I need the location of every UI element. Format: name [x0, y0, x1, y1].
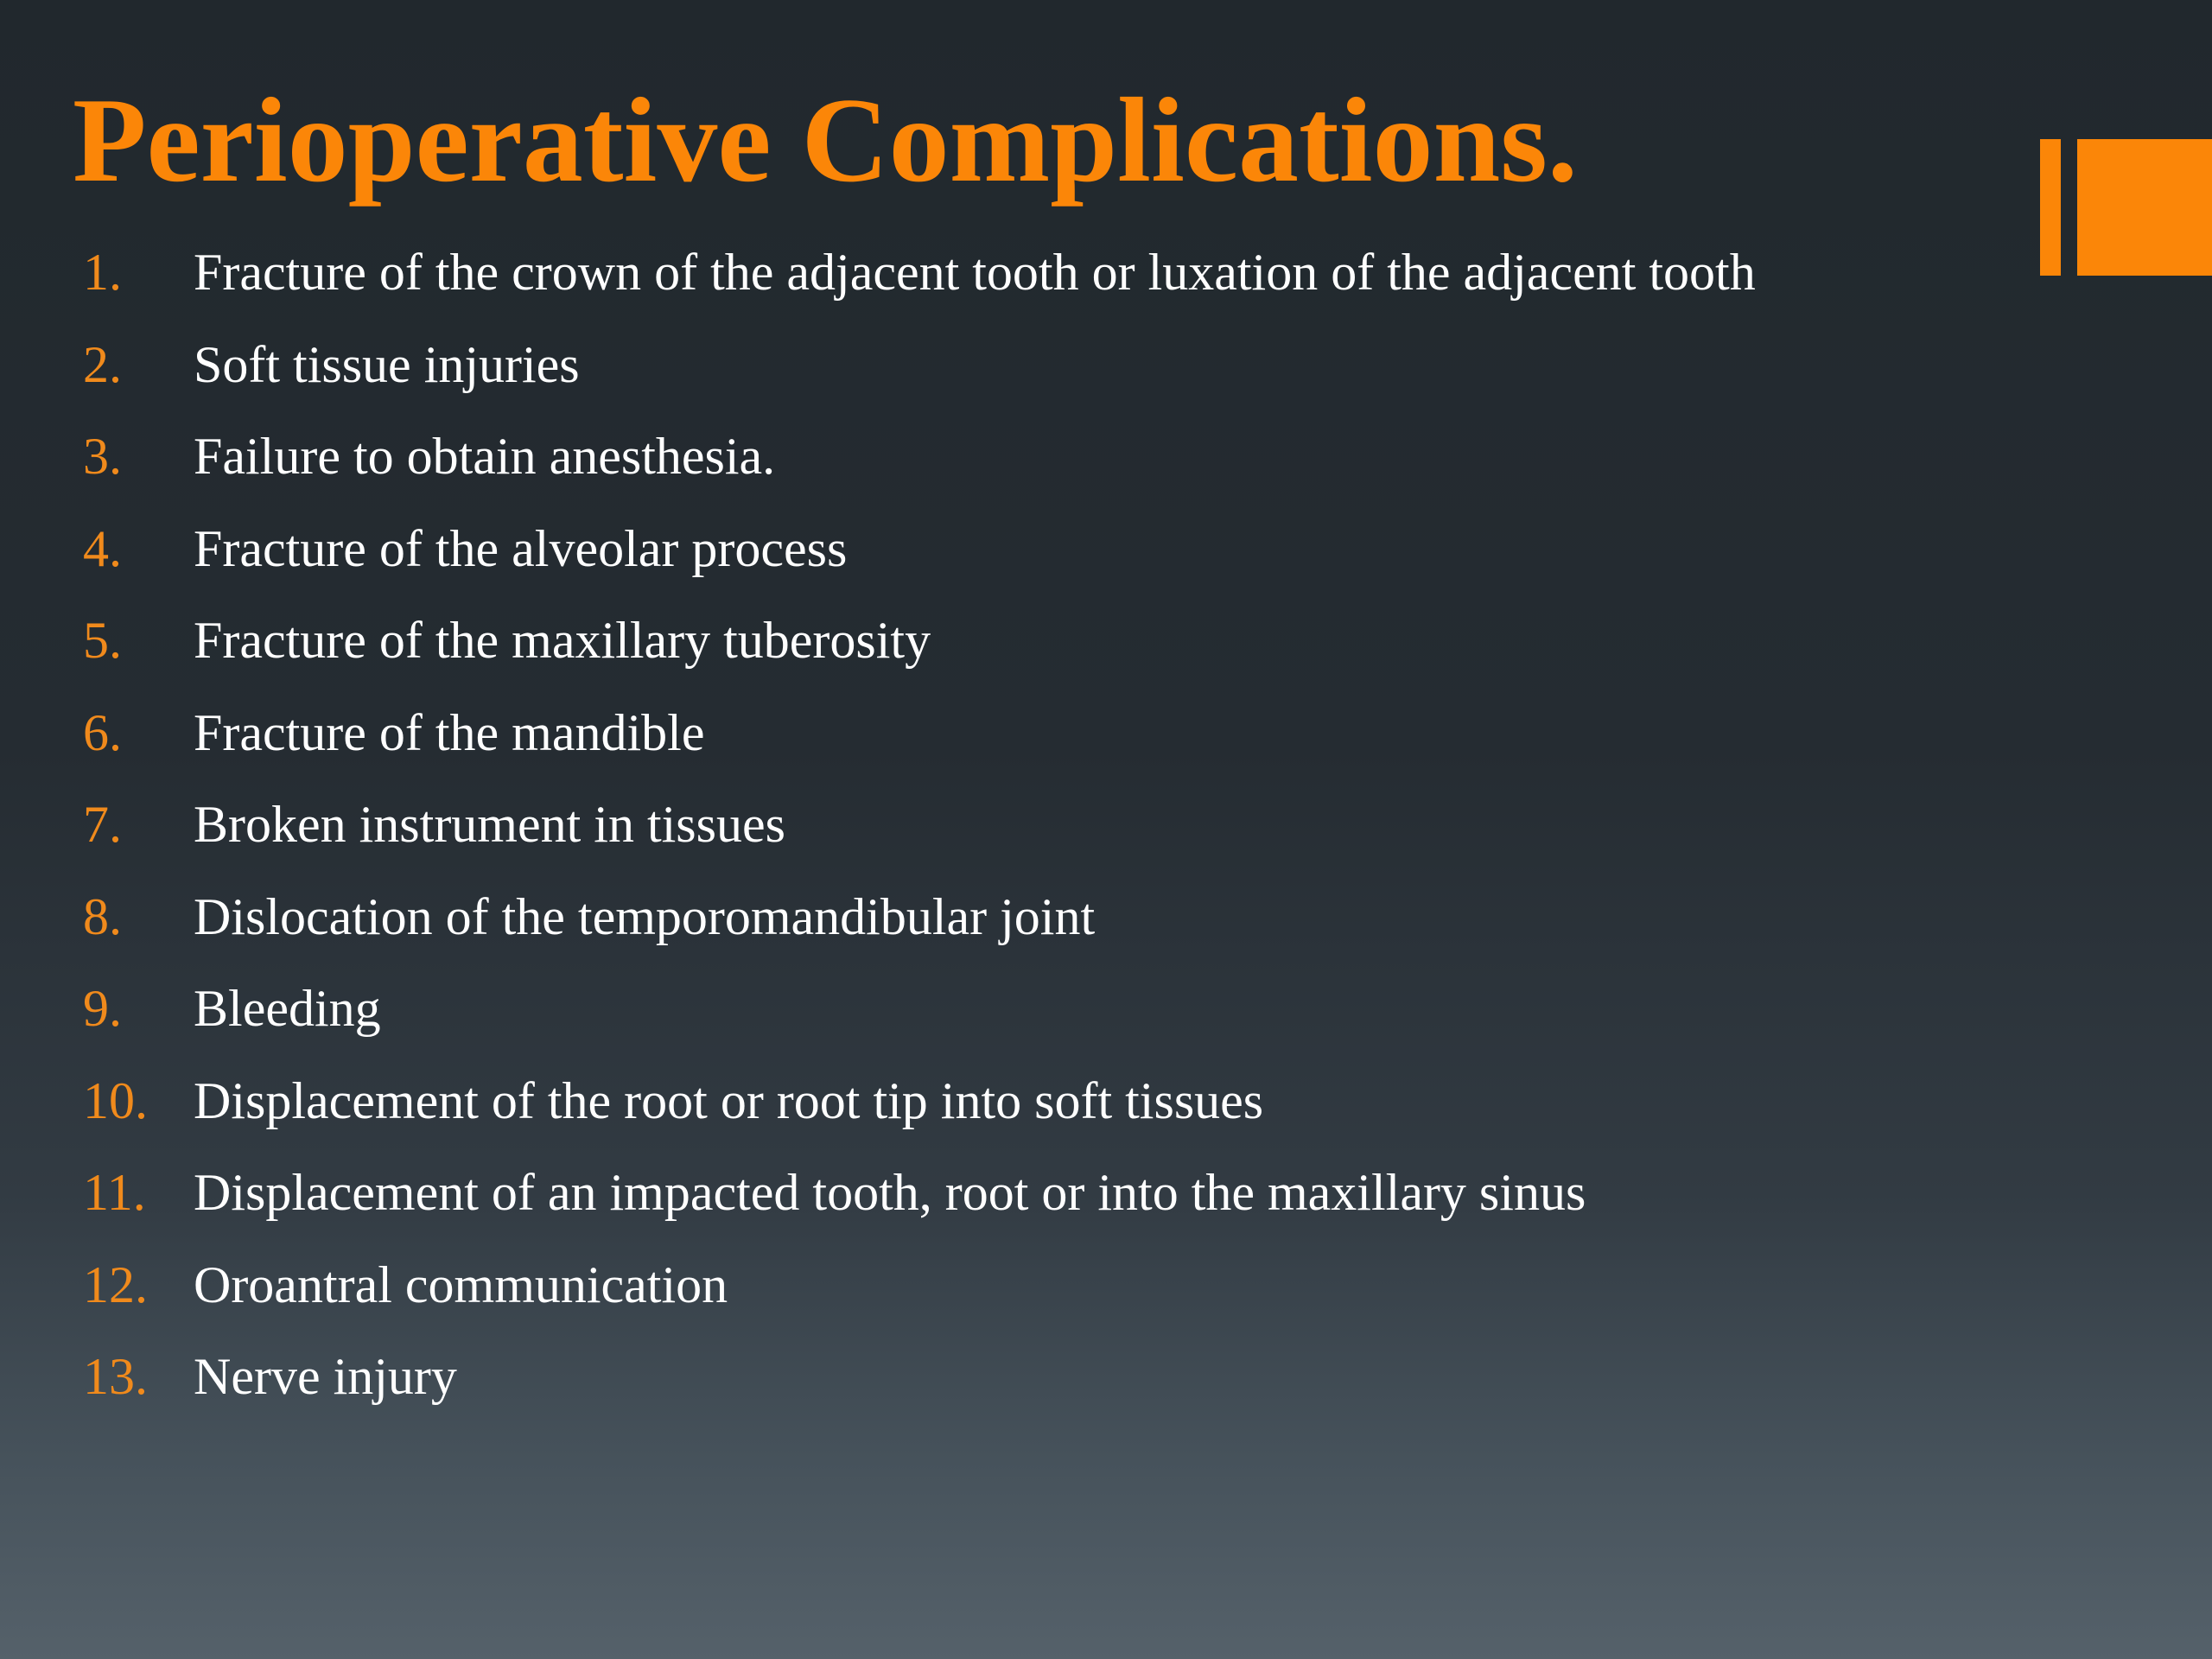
list-item-number: 10.: [83, 1071, 148, 1129]
list-item-text: Failure to obtain anesthesia.: [194, 428, 776, 485]
list-item-text: Dislocation of the temporomandibular joint: [194, 887, 1096, 945]
list-item-number: 11.: [83, 1164, 146, 1221]
slide-title: Perioperative Complications.: [73, 73, 1578, 207]
list-item-text: Bleeding: [194, 980, 381, 1037]
list-item-text: Oroantral communication: [194, 1255, 728, 1313]
list-item-text: Nerve injury: [194, 1348, 457, 1405]
list-item-number: 1.: [83, 244, 122, 301]
list-item-number: 13.: [83, 1348, 148, 1405]
list-item-number: 8.: [83, 887, 122, 945]
list-item-text: Fracture of the mandible: [194, 703, 705, 761]
list-item-number: 5.: [83, 612, 122, 669]
list-item-number: 6.: [83, 703, 122, 761]
list-item-number: 3.: [83, 428, 122, 485]
list-item-text: Broken instrument in tissues: [194, 796, 785, 853]
accent-bar-decoration: [2040, 139, 2061, 276]
list-item-text: Displacement of an impacted tooth, root or into the maxillary sinus: [194, 1164, 1586, 1221]
list-item-text: Fracture of the maxillary tuberosity: [194, 612, 931, 669]
accent-block-decoration: [2077, 139, 2212, 276]
list-item-number: 2.: [83, 335, 122, 393]
list-item-text: Fracture of the alveolar process: [194, 519, 848, 577]
list-item-number: 9.: [83, 980, 122, 1037]
list-item-number: 7.: [83, 796, 122, 853]
list-item-number: 12.: [83, 1255, 148, 1313]
list-item-text: Displacement of the root or root tip into soft tissues: [194, 1071, 1264, 1129]
list-item-text: Soft tissue injuries: [194, 335, 580, 393]
list-item-number: 4.: [83, 519, 122, 577]
list-item-text: Fracture of the crown of the adjacent tooth or luxation of the adjacent tooth: [194, 244, 1756, 301]
